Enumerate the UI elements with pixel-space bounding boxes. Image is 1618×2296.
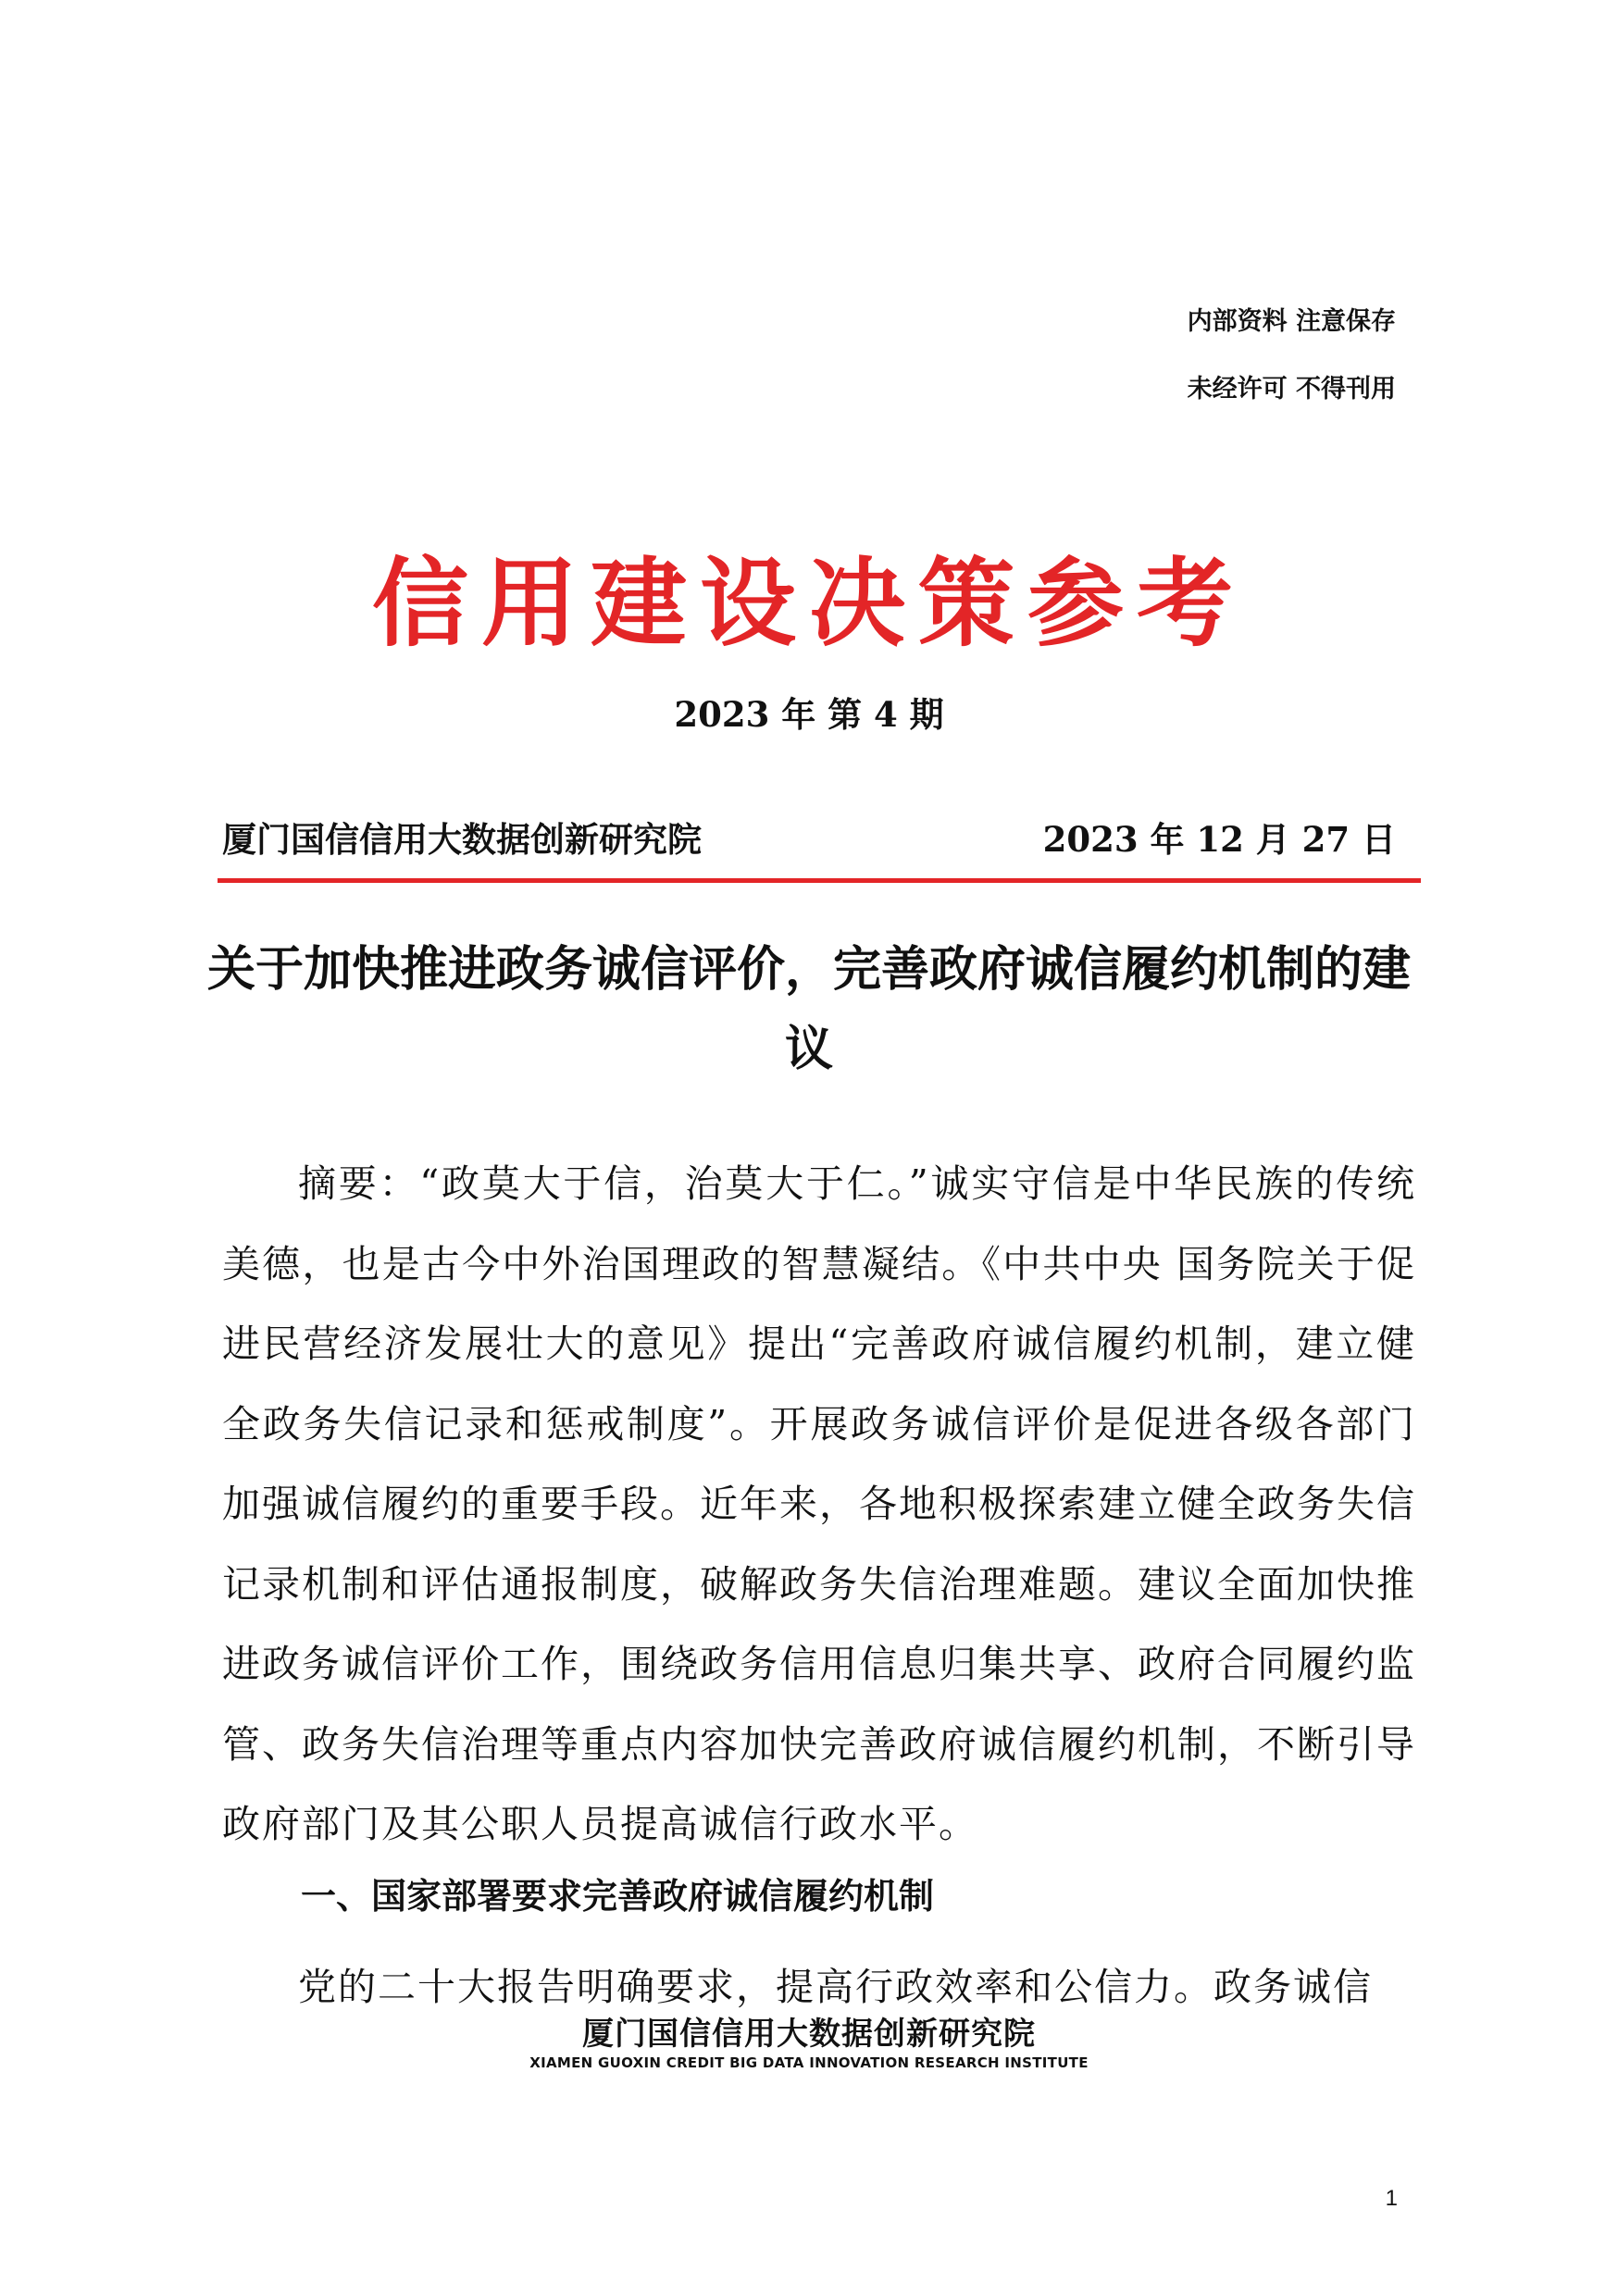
institute-logo [0,2016,1618,2073]
logo-chinese-name: 厦门国信信用大数据创新研究院 [582,2016,1036,2053]
publisher-name: 厦门国信信用大数据创新研究院 [222,819,702,860]
publication-masthead: 信用建设决策参考 [371,546,1246,660]
article-title: 关于加快推进政务诚信评价，完善政府诚信履约机制的建议 [206,941,1411,1077]
issue-number: 2023 年 第 4 期 [674,694,944,735]
abstract-paragraph: 摘要：“政莫大于信，治莫大于仁。”诚实守信是中华民族的传统美德，也是古今中外治国理政的智慧凝结。《中共中央 国务院关于促进民营经济发展壮大的意见》提出“完善政府诚信履约机制，建立健全政务失信记录和惩戒制度”。开展政务诚信评价是促进各级各部门加强诚信履约的重要手段。近年来，各地积极探索建立健全政务失信记录机制和评估通报制度，破解政务失信治理难题。建议全面加快推进政务诚信评价工作，围绕政务信用信息归集共享、政府合同履约监管、政务失信治理等重点内容加快完善政府诚信履约机制，不断引导政府部门及其公职人员提高诚信行政水平。 [222,1161,1416,1846]
publication-date: 2023 年 12 月 27 日 [1042,819,1396,860]
logo-english-name: XIAMEN GUOXIN CREDIT BIG DATA INNOVATION RESEARCH INSTITUTE [529,2054,1089,2071]
masthead-divider [218,878,1421,883]
page-number: 1 [1385,2186,1398,2211]
body-paragraph: 党的二十大报告明确要求，提高行政效率和公信力。政务诚信 [298,1965,1373,2009]
confidential-notice: 内部资料 注意保存 [1187,307,1396,336]
section-heading: 一、国家部署要求完善政府诚信履约机制 [301,1876,935,1917]
no-reprint-notice: 未经许可 不得刊用 [1187,375,1396,403]
